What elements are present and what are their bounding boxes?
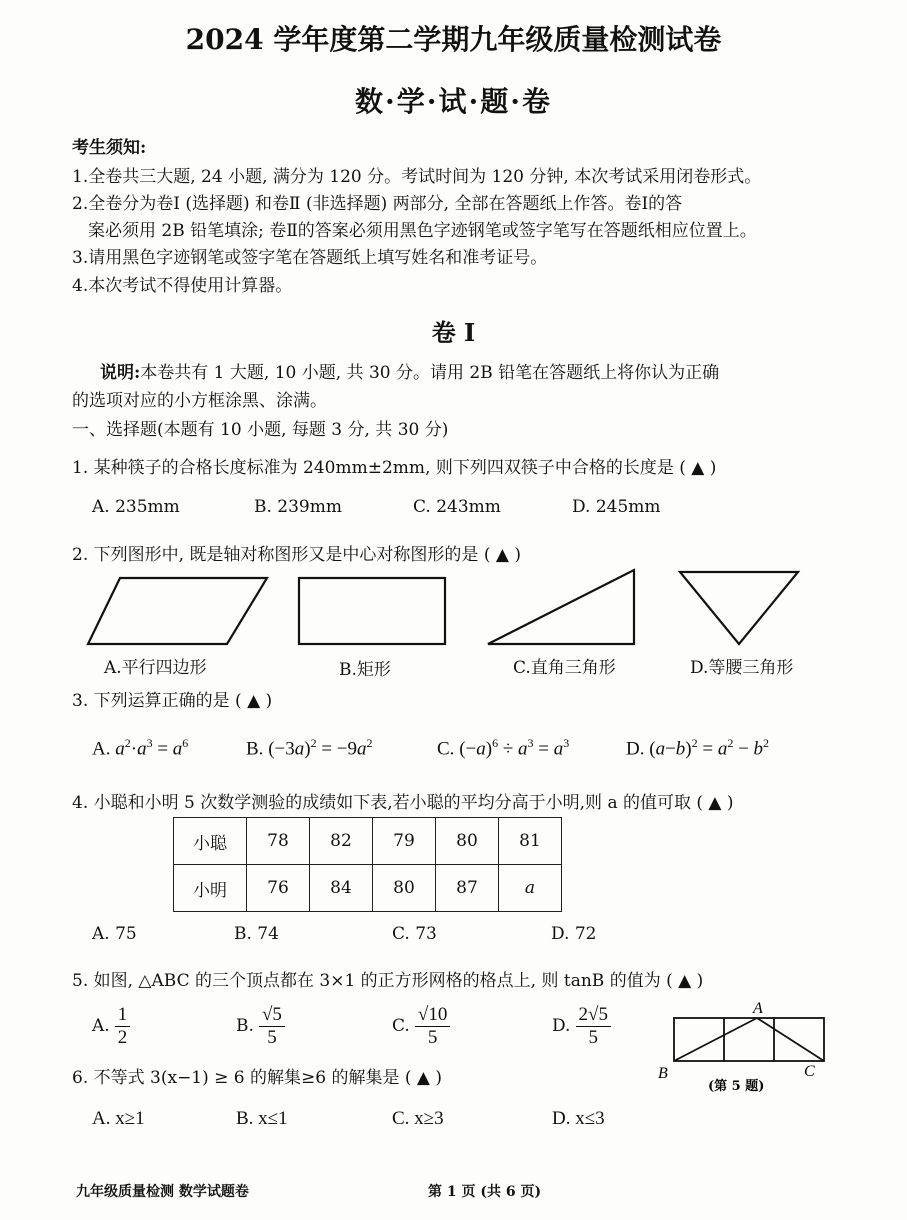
notice-item: 4.本次考试不得使用计算器。 <box>72 276 293 296</box>
table-row <box>174 865 562 912</box>
table-cell-name: 小明 <box>174 865 247 912</box>
q5-option-c: C. $\frac{√10}{5}$ <box>392 1004 450 1049</box>
table-cell: 80 <box>436 818 499 865</box>
notice-item: 2.全卷分为卷Ⅰ (选择题) 和卷Ⅱ (非选择题) 两部分, 全部在答题纸上作答。卷Ⅰ的答 <box>72 194 683 214</box>
notice-heading: 考生须知: <box>72 138 147 158</box>
note-label: 说明: <box>100 363 141 383</box>
notice-item: 3.请用黑色字迹钢笔或签字笔在答题纸上填写姓名和准考证号。 <box>72 248 548 268</box>
q6-option-a: A. x≥1 <box>92 1108 145 1129</box>
question-1-stem: 1. 某种筷子的合格长度标准为 240mm±2mm, 则下列四双筷子中合格的长度是 ( ▲ ) <box>72 458 717 478</box>
q5-grid-figure <box>652 998 832 1098</box>
q1-option-a: A. 235mm <box>92 497 180 517</box>
table-cell: 79 <box>373 818 436 865</box>
isosceles-triangle-shape <box>680 572 798 644</box>
rectangle-shape <box>299 578 445 644</box>
exam-title: 2024 学年度第二学期九年级质量检测试卷 <box>185 23 722 56</box>
q3-option-d: D. $(a-b)^2 = a^2 - b^2$ <box>626 736 770 760</box>
question-2-stem: 2. 下列图形中, 既是轴对称图形又是中心对称图形的是 ( ▲ ) <box>72 545 521 565</box>
table-cell-name: 小聪 <box>174 818 247 865</box>
question-5-stem: 5. 如图, △ABC 的三个顶点都在 3×1 的正方形网格的格点上, 则 tanB 的值为 ( ▲ ) <box>72 971 704 991</box>
q2-shapes <box>70 568 850 652</box>
q3-option-a: A. $a^2\cdot a^3 = a^6$ <box>92 736 189 760</box>
q6-option-c: C. x≥3 <box>392 1108 444 1129</box>
footer-page: 第 1 页 (共 6 页) <box>428 1184 542 1200</box>
right-triangle-shape <box>488 570 634 644</box>
question-6-stem: 6. 不等式 3(x−1) ≥ 6 的解集≥6 的解集是 ( ▲ ) <box>72 1068 443 1088</box>
table-cell: 76 <box>247 865 310 912</box>
table-cell: 87 <box>436 865 499 912</box>
vertex-a-label: A <box>753 1000 763 1017</box>
q2-option-d: D.等腰三角形 <box>690 658 794 678</box>
note-text-2: 的选项对应的小方框涂黑、涂满。 <box>72 391 327 411</box>
question-3-stem: 3. 下列运算正确的是 ( ▲ ) <box>72 691 273 711</box>
q3-option-b: B. $(-3a)^2 = -9a^2$ <box>246 736 373 760</box>
q3-option-c: C. $(-a)^6 \div a^3 = a^3$ <box>437 736 570 760</box>
q4-option-b: B. 74 <box>234 924 279 944</box>
notice-item: 1.全卷共三大题, 24 小题, 满分为 120 分。考试时间为 120 分钟, 本次考试采用闭卷形式。 <box>72 167 762 187</box>
table-cell: 78 <box>247 818 310 865</box>
notice-item: 案必须用 2B 铅笔填涂; 卷Ⅱ的答案必须用黑色字迹钢笔或签字笔写在答题纸相应位置上。 <box>88 221 757 241</box>
segment-ac <box>757 1018 824 1061</box>
exam-subtitle: 数·学·试·题·卷 <box>355 85 552 118</box>
q4-option-a: A. 75 <box>92 924 137 944</box>
parallelogram-shape <box>88 578 267 644</box>
q1-option-d: D. 245mm <box>572 497 661 517</box>
q5-option-b: B. $\frac{√5}{5}$ <box>236 1004 285 1049</box>
table-cell: a <box>499 865 562 912</box>
q5-option-d: D. $\frac{2√5}{5}$ <box>552 1004 611 1049</box>
q2-option-b: B.矩形 <box>339 660 391 680</box>
footer-left: 九年级质量检测 数学试题卷 <box>76 1184 249 1200</box>
q6-option-b: B. x≤1 <box>236 1108 288 1129</box>
q6-option-d: D. x≤3 <box>552 1108 605 1129</box>
score-table <box>173 817 562 912</box>
table-cell: 81 <box>499 818 562 865</box>
q4-option-d: D. 72 <box>551 924 597 944</box>
vertex-c-label: C <box>804 1063 815 1080</box>
table-row <box>174 818 562 865</box>
table-cell: 84 <box>310 865 373 912</box>
table-cell: 82 <box>310 818 373 865</box>
segment-ba <box>674 1018 757 1061</box>
table-cell: 80 <box>373 865 436 912</box>
vertex-b-label: B <box>658 1065 668 1082</box>
part-heading: 一、选择题(本题有 10 小题, 每题 3 分, 共 30 分) <box>72 420 449 440</box>
question-4-stem: 4. 小聪和小明 5 次数学测验的成绩如下表,若小聪的平均分高于小明,则 a 的值可取 ( ▲ ) <box>72 793 734 813</box>
q1-option-c: C. 243mm <box>413 497 501 517</box>
q2-option-c: C.直角三角形 <box>513 658 616 678</box>
q5-option-a: A. $\frac{1}{2}$ <box>92 1004 130 1049</box>
figure-caption: (第 5 题) <box>708 1079 765 1094</box>
q4-option-c: C. 73 <box>392 924 437 944</box>
q2-option-a: A.平行四边形 <box>104 658 207 678</box>
note-text: 本卷共有 1 大题, 10 小题, 共 30 分。请用 2B 铅笔在答题纸上将你认为正确 <box>140 363 720 383</box>
section-title: 卷 Ⅰ <box>431 318 476 347</box>
q1-option-b: B. 239mm <box>254 497 342 517</box>
